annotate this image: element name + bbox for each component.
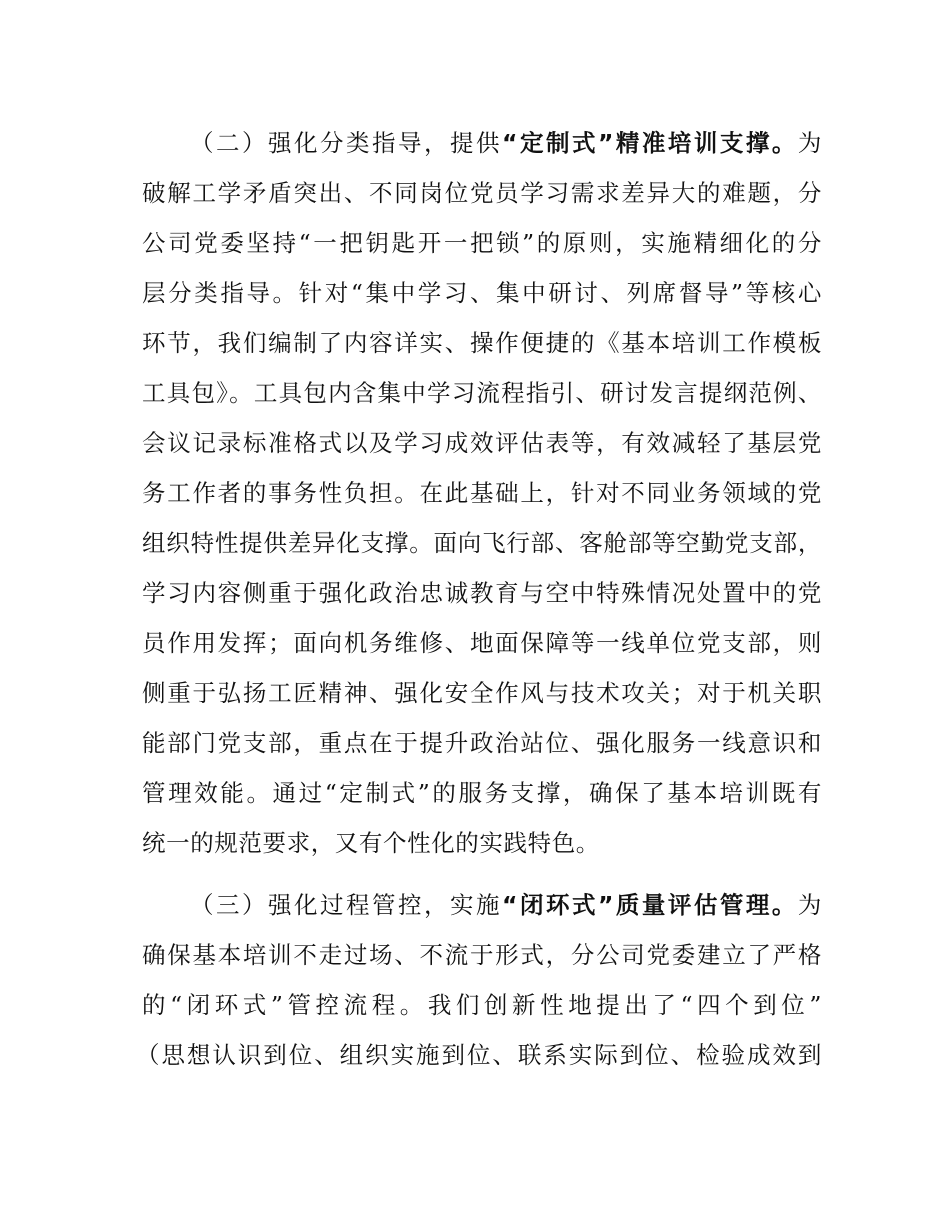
paragraph-line: 环节，我们编制了内容详实、操作便捷的《基本培训工作模板 xyxy=(142,329,822,357)
section2-prefix: （二）强化分类指导，提供 xyxy=(190,129,502,157)
section3-prefix: （三）强化过程管控，实施 xyxy=(190,891,502,919)
paragraph-line: 管理效能。通过“定制式”的服务支撑，确保了基本培训既有 xyxy=(142,779,822,807)
section3-suffix: 为 xyxy=(797,891,822,919)
paragraph-line: 确保基本培训不走过场、不流于形式，分公司党委建立了严格 xyxy=(142,941,822,969)
paragraph-line: 能部门党支部，重点在于提升政治站位、强化服务一线意识和 xyxy=(142,729,822,757)
paragraph-line: 工具包》。工具包内含集中学习流程指引、研讨发言提纲范例、 xyxy=(142,379,822,407)
section2-heading: “定制式”精准培训支撑。 xyxy=(502,129,798,157)
section2-suffix: 为 xyxy=(797,129,822,157)
paragraph-line: 破解工学矛盾突出、不同岗位党员学习需求差异大的难题，分 xyxy=(142,179,822,207)
section2-first-line xyxy=(190,125,822,161)
paragraph-line: 的“闭环式”管控流程。我们创新性地提出了“四个到位” xyxy=(142,991,822,1019)
section3-first-line xyxy=(190,887,822,923)
paragraph-line: 学习内容侧重于强化政治忠诚教育与空中特殊情况处置中的党 xyxy=(142,579,822,607)
paragraph-line: 员作用发挥；面向机务维修、地面保障等一线单位党支部，则 xyxy=(142,629,822,657)
paragraph-line: （思想认识到位、组织实施到位、联系实际到位、检验成效到 xyxy=(136,1041,822,1069)
paragraph-line: 层分类指导。针对“集中学习、集中研讨、列席督导”等核心 xyxy=(142,279,822,307)
paragraph-line: 会议记录标准格式以及学习成效评估表等，有效减轻了基层党 xyxy=(142,429,822,457)
section3-heading: “闭环式”质量评估管理。 xyxy=(502,891,798,919)
paragraph-line: 务工作者的事务性负担。在此基础上，针对不同业务领域的党 xyxy=(142,479,822,507)
paragraph-last-line: 统一的规范要求，又有个性化的实践特色。 xyxy=(142,829,600,857)
paragraph-line: 公司党委坚持“一把钥匙开一把锁”的原则，实施精细化的分 xyxy=(142,229,822,257)
paragraph-line: 组织特性提供差异化支撑。面向飞行部、客舱部等空勤党支部， xyxy=(142,529,822,557)
paragraph-line: 侧重于弘扬工匠精神、强化安全作风与技术攻关；对于机关职 xyxy=(142,679,822,707)
